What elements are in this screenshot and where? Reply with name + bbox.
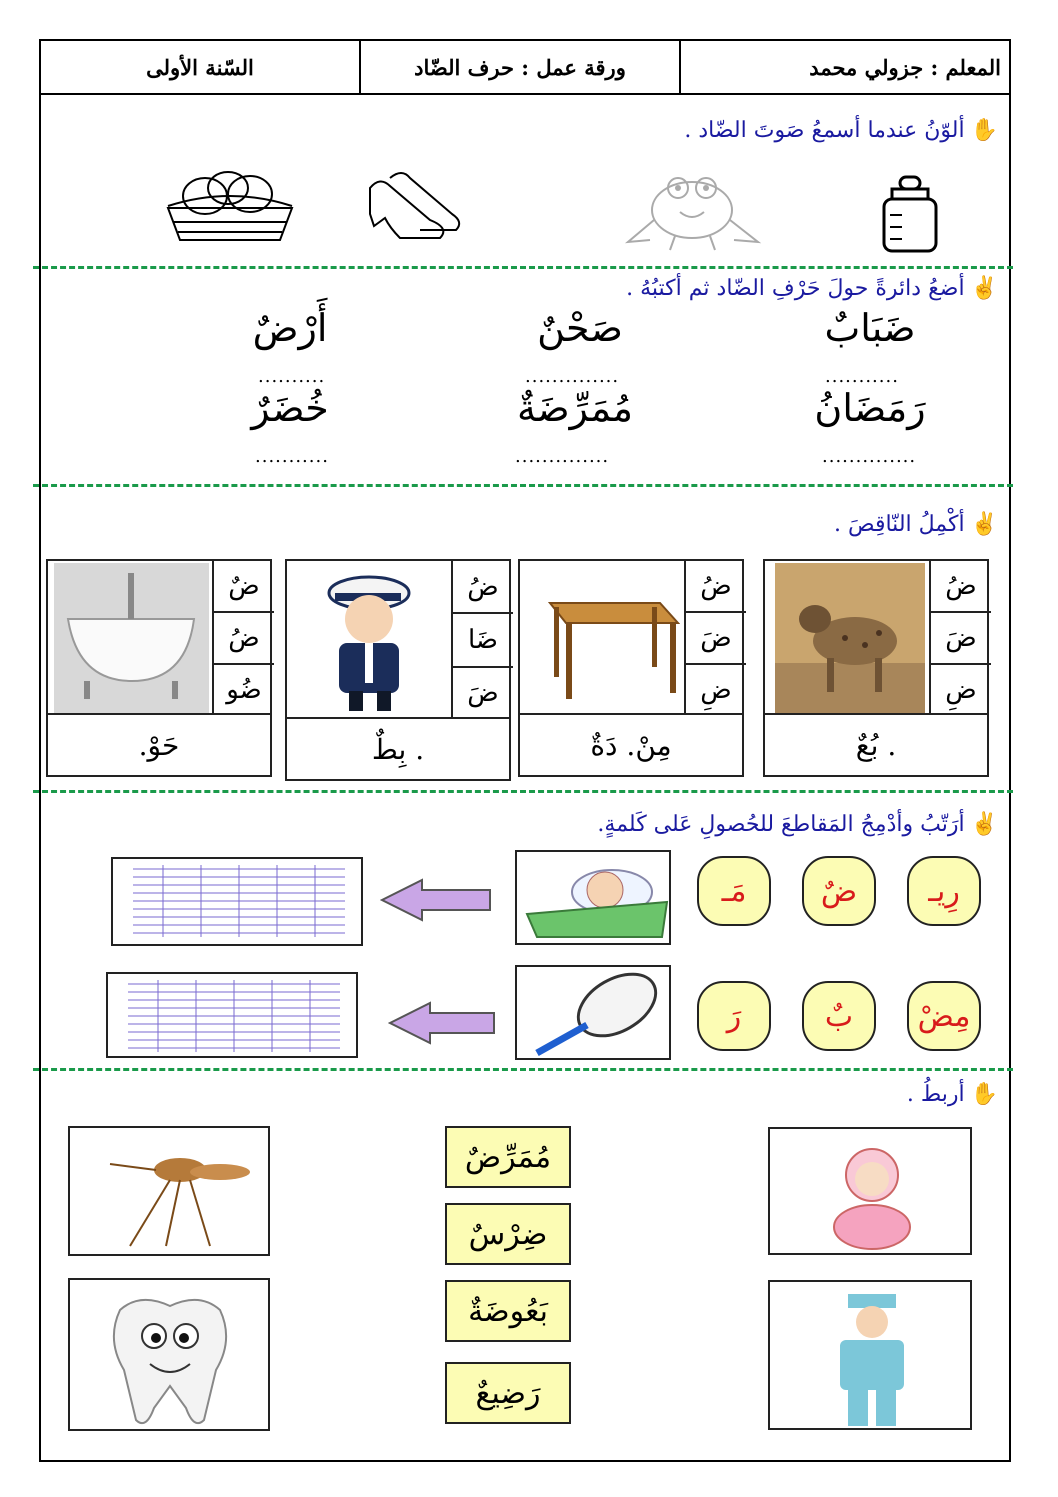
hand-3-icon: ✌ xyxy=(970,512,998,537)
word-ramadan: رَمَضَانُ xyxy=(814,386,926,430)
divider-4 xyxy=(33,1068,1013,1071)
word-khudar: خُضَرٌ xyxy=(251,386,329,430)
word-sahn: صَحْنٌ xyxy=(537,306,623,350)
syllable-card[interactable]: مِضْ xyxy=(907,981,981,1051)
police-officer-image xyxy=(297,563,447,717)
write-line-3[interactable]: .......... xyxy=(258,366,326,387)
worksheet-title: ورقة عمل : حرف الضّاد xyxy=(359,41,679,93)
bathtub-image xyxy=(54,563,209,713)
letter-option[interactable]: ضُ xyxy=(214,613,274,665)
arrow-left-icon xyxy=(388,1001,496,1045)
completion-card-hyena xyxy=(763,559,989,777)
header-table xyxy=(39,39,1011,95)
nurse-image[interactable] xyxy=(768,1280,972,1430)
letter-options xyxy=(212,561,274,715)
hand-4-icon: ✌ xyxy=(970,812,998,837)
letter-options xyxy=(929,561,991,715)
hyena-image xyxy=(775,563,925,713)
frog-image xyxy=(620,170,765,252)
letter-option[interactable]: ضَ xyxy=(931,613,991,665)
syllable-card[interactable]: مَـ xyxy=(697,856,771,926)
divider-1 xyxy=(33,266,1013,269)
exercise-1-text: ألوّنُ عندما أسمعُ صَوتَ الضّاد . xyxy=(684,118,965,143)
match-word[interactable]: رَضِيعٌ xyxy=(445,1362,571,1424)
tooth-image[interactable] xyxy=(68,1278,270,1431)
letter-option[interactable]: ضُ xyxy=(931,561,991,613)
exercise-2-title xyxy=(626,276,998,301)
exercise-1-title xyxy=(684,118,998,143)
hand-5-icon: ✋ xyxy=(970,1082,998,1107)
write-line-5[interactable]: .............. xyxy=(515,446,610,467)
letter-option[interactable]: ضِ xyxy=(700,675,732,705)
divider-3 xyxy=(33,790,1013,793)
write-line-4[interactable]: .............. xyxy=(822,446,917,467)
arrow-left-icon xyxy=(380,878,492,922)
word-to-complete: . بُعٌ xyxy=(765,713,987,775)
shoes-image xyxy=(360,168,465,250)
letter-option[interactable]: ضِ xyxy=(945,675,977,705)
letter-option[interactable]: ضَا xyxy=(453,614,513,667)
hand-2-icon: ✌ xyxy=(970,276,998,301)
exercise-3-text: أكْمِلُ النّاقِصَ . xyxy=(834,512,965,537)
write-line-6[interactable]: ........... xyxy=(255,446,329,467)
match-word[interactable]: بَعُوضَةٌ xyxy=(445,1280,571,1342)
word-mumarrida: مُمَرِّضَةٌ xyxy=(517,386,633,430)
exercise-5-title xyxy=(907,1082,998,1107)
completion-card-police xyxy=(285,559,511,781)
syllable-card[interactable]: ضٌ xyxy=(802,856,876,926)
match-word[interactable]: مُمَرِّضٌ xyxy=(445,1126,571,1188)
exercise-3-title xyxy=(834,512,998,537)
letter-option[interactable]: ضُ xyxy=(453,561,513,614)
exercise-2-text: أضعُ دائرةً حولَ حَرْفِ الضّاد ثم أكتبُهُ . xyxy=(626,276,965,301)
write-line-2[interactable]: .............. xyxy=(525,366,620,387)
write-line-1[interactable]: ........... xyxy=(825,366,899,387)
letter-options xyxy=(451,561,513,719)
exercise-4-title xyxy=(597,812,998,837)
letter-option[interactable]: ضٌ xyxy=(214,561,274,613)
word-to-complete: حَوْ. xyxy=(48,713,270,775)
baby-image[interactable] xyxy=(768,1127,972,1255)
grade-level: السّنة الأولى xyxy=(146,54,254,80)
tennis-racket-image xyxy=(515,965,671,1060)
writing-grid-1[interactable] xyxy=(111,857,363,946)
completion-card-bathtub xyxy=(46,559,272,777)
syllable-card[interactable]: رِيـ xyxy=(907,856,981,926)
completion-card-table xyxy=(518,559,744,777)
word-ard: أَرْضٌ xyxy=(252,306,328,350)
match-word[interactable]: ضِرْسٌ xyxy=(445,1203,571,1265)
sick-child-image xyxy=(515,850,671,945)
syllable-card[interactable]: بٌ xyxy=(802,981,876,1051)
word-to-complete: . بِطٌ xyxy=(287,717,509,779)
syllable-card[interactable]: رَ xyxy=(697,981,771,1051)
exercise-5-text: أربطُ . xyxy=(906,1082,965,1107)
word-dhabab: ضَبَابٌ xyxy=(824,306,916,350)
baby-bottle-image xyxy=(880,175,940,253)
letter-options xyxy=(684,561,746,715)
letter-option[interactable]: ضُو xyxy=(226,675,262,705)
hand-1-icon: ✋ xyxy=(970,118,998,143)
letter-option[interactable]: ضَ xyxy=(467,678,499,709)
egg-basket-image xyxy=(160,166,300,246)
letter-option[interactable]: ضَ xyxy=(686,613,746,665)
mosquito-image[interactable] xyxy=(68,1126,270,1256)
exercise-4-text: أرَتّبُ وأدْمِجُ المَقاطعَ للحُصولِ عَلى كَلمةٍ. xyxy=(597,812,965,837)
word-to-complete: مِنْ. دَةٌ xyxy=(520,713,742,775)
divider-2 xyxy=(33,484,1013,487)
writing-grid-2[interactable] xyxy=(106,972,358,1058)
teacher-name: المعلم : جزولي محمد xyxy=(679,41,1009,93)
table-image xyxy=(530,563,680,713)
letter-option[interactable]: ضُ xyxy=(686,561,746,613)
